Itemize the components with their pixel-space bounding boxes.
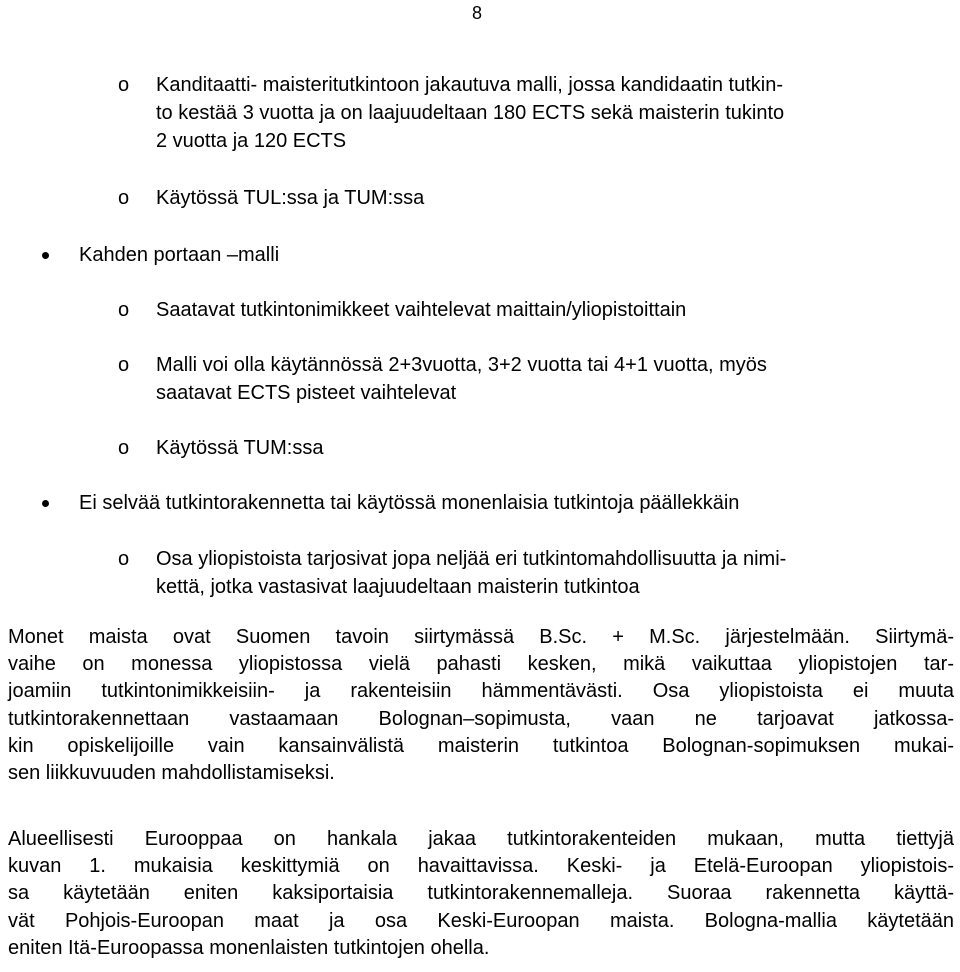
list-item-line: saatavat ECTS pisteet vaihtelevat	[156, 382, 457, 404]
list-item-line: kettä, jotka vastasivat laajuudeltaan maisterin tutkintoa	[156, 576, 640, 598]
list-item-line: to kestää 3 vuotta ja on laajuudeltaan 180 ECTS sekä maisterin tukinto	[156, 102, 785, 124]
paragraph-line: sen liikkuvuuden mahdollistamiseksi.	[8, 762, 335, 785]
paragraph-line: sa käytetään eniten kaksiportaisia tutkintorakennemalleja. Suoraa rakennetta käyttä-	[8, 882, 954, 905]
paragraph-line: Alueellisesti Eurooppaa on hankala jakaa tutkintorakenteiden mukaan, mutta tiettyjä	[8, 828, 954, 850]
page-number: 8	[472, 3, 483, 23]
list-item	[0, 296, 960, 324]
list-item	[0, 545, 960, 601]
list-item-line: Käytössä TUL:ssa ja TUM:ssa	[156, 187, 425, 209]
bullet-item	[0, 489, 960, 517]
list-item-line: 2 vuotta ja 120 ECTS	[156, 130, 347, 152]
paragraph-line: kin opiskelijoille vain kansainvälistä maisterin tutkintoa Bolognan-sopimuksen mukai-	[8, 734, 954, 757]
list-item-line: Kanditaatti- maisteritutkintoon jakautuva malli, jossa kandidaatin tutkin-	[156, 74, 783, 96]
list-item-line: Osa yliopistoista tarjosivat jopa neljää eri tutkintomahdollisuutta ja nimi-	[156, 548, 787, 570]
sub-bullet-marker: o	[118, 299, 130, 321]
body-paragraph	[8, 826, 954, 962]
sub-bullet-marker: o	[118, 548, 130, 570]
paragraph-line: vaihe on monessa yliopistossa vielä pahasti kesken, mikä vaikuttaa yliopistojen tar-	[8, 653, 954, 676]
paragraph-line: joamiin tutkintonimikkeisiin- ja rakenteisiin hämmentävästi. Osa yliopistoista ei muuta	[8, 680, 954, 703]
sub-bullet-marker: o	[118, 437, 130, 459]
sub-bullet-marker: o	[118, 187, 130, 209]
list-item-line: Käytössä TUM:ssa	[156, 437, 324, 459]
paragraph-line: eniten Itä-Euroopassa monenlaisten tutkintojen ohella.	[8, 936, 490, 959]
list-item-line: Saatavat tutkintonimikkeet vaihtelevat maittain/yliopistoittain	[156, 299, 687, 321]
paragraph-line: tutkintorakennettaan vastaamaan Bolognan–sopimusta, vaan ne tarjoavat jatkossa-	[8, 707, 954, 730]
paragraph-line: Monet maista ovat Suomen tavoin siirtymässä B.Sc. + M.Sc. järjestelmään. Siirtymä-	[8, 626, 954, 648]
paragraph-line: kuvan 1. mukaisia keskittymiä on havaittavissa. Keski- ja Etelä-Euroopan yliopistois-	[8, 855, 954, 878]
sub-bullet-marker: o	[118, 354, 130, 376]
bullet-item	[0, 241, 960, 269]
paragraph-line: vät Pohjois-Euroopan maat ja osa Keski-Euroopan maista. Bologna-mallia käytetään	[8, 909, 954, 932]
bullet-item-text: Kahden portaan –malli	[79, 244, 280, 266]
bullet-dot-icon	[42, 500, 49, 507]
body-paragraph	[8, 624, 954, 787]
list-item	[0, 434, 960, 462]
bullet-item-text: Ei selvää tutkintorakennetta tai käytössä monenlaisia tutkintoja päällekkäin	[79, 492, 740, 514]
sub-bullet-marker: o	[118, 74, 130, 96]
list-item-line: Malli voi olla käytännössä 2+3vuotta, 3+2 vuotta tai 4+1 vuotta, myös	[156, 354, 767, 376]
list-item	[0, 71, 960, 155]
list-item	[0, 351, 960, 407]
list-item	[0, 184, 960, 212]
bullet-dot-icon	[42, 252, 49, 259]
